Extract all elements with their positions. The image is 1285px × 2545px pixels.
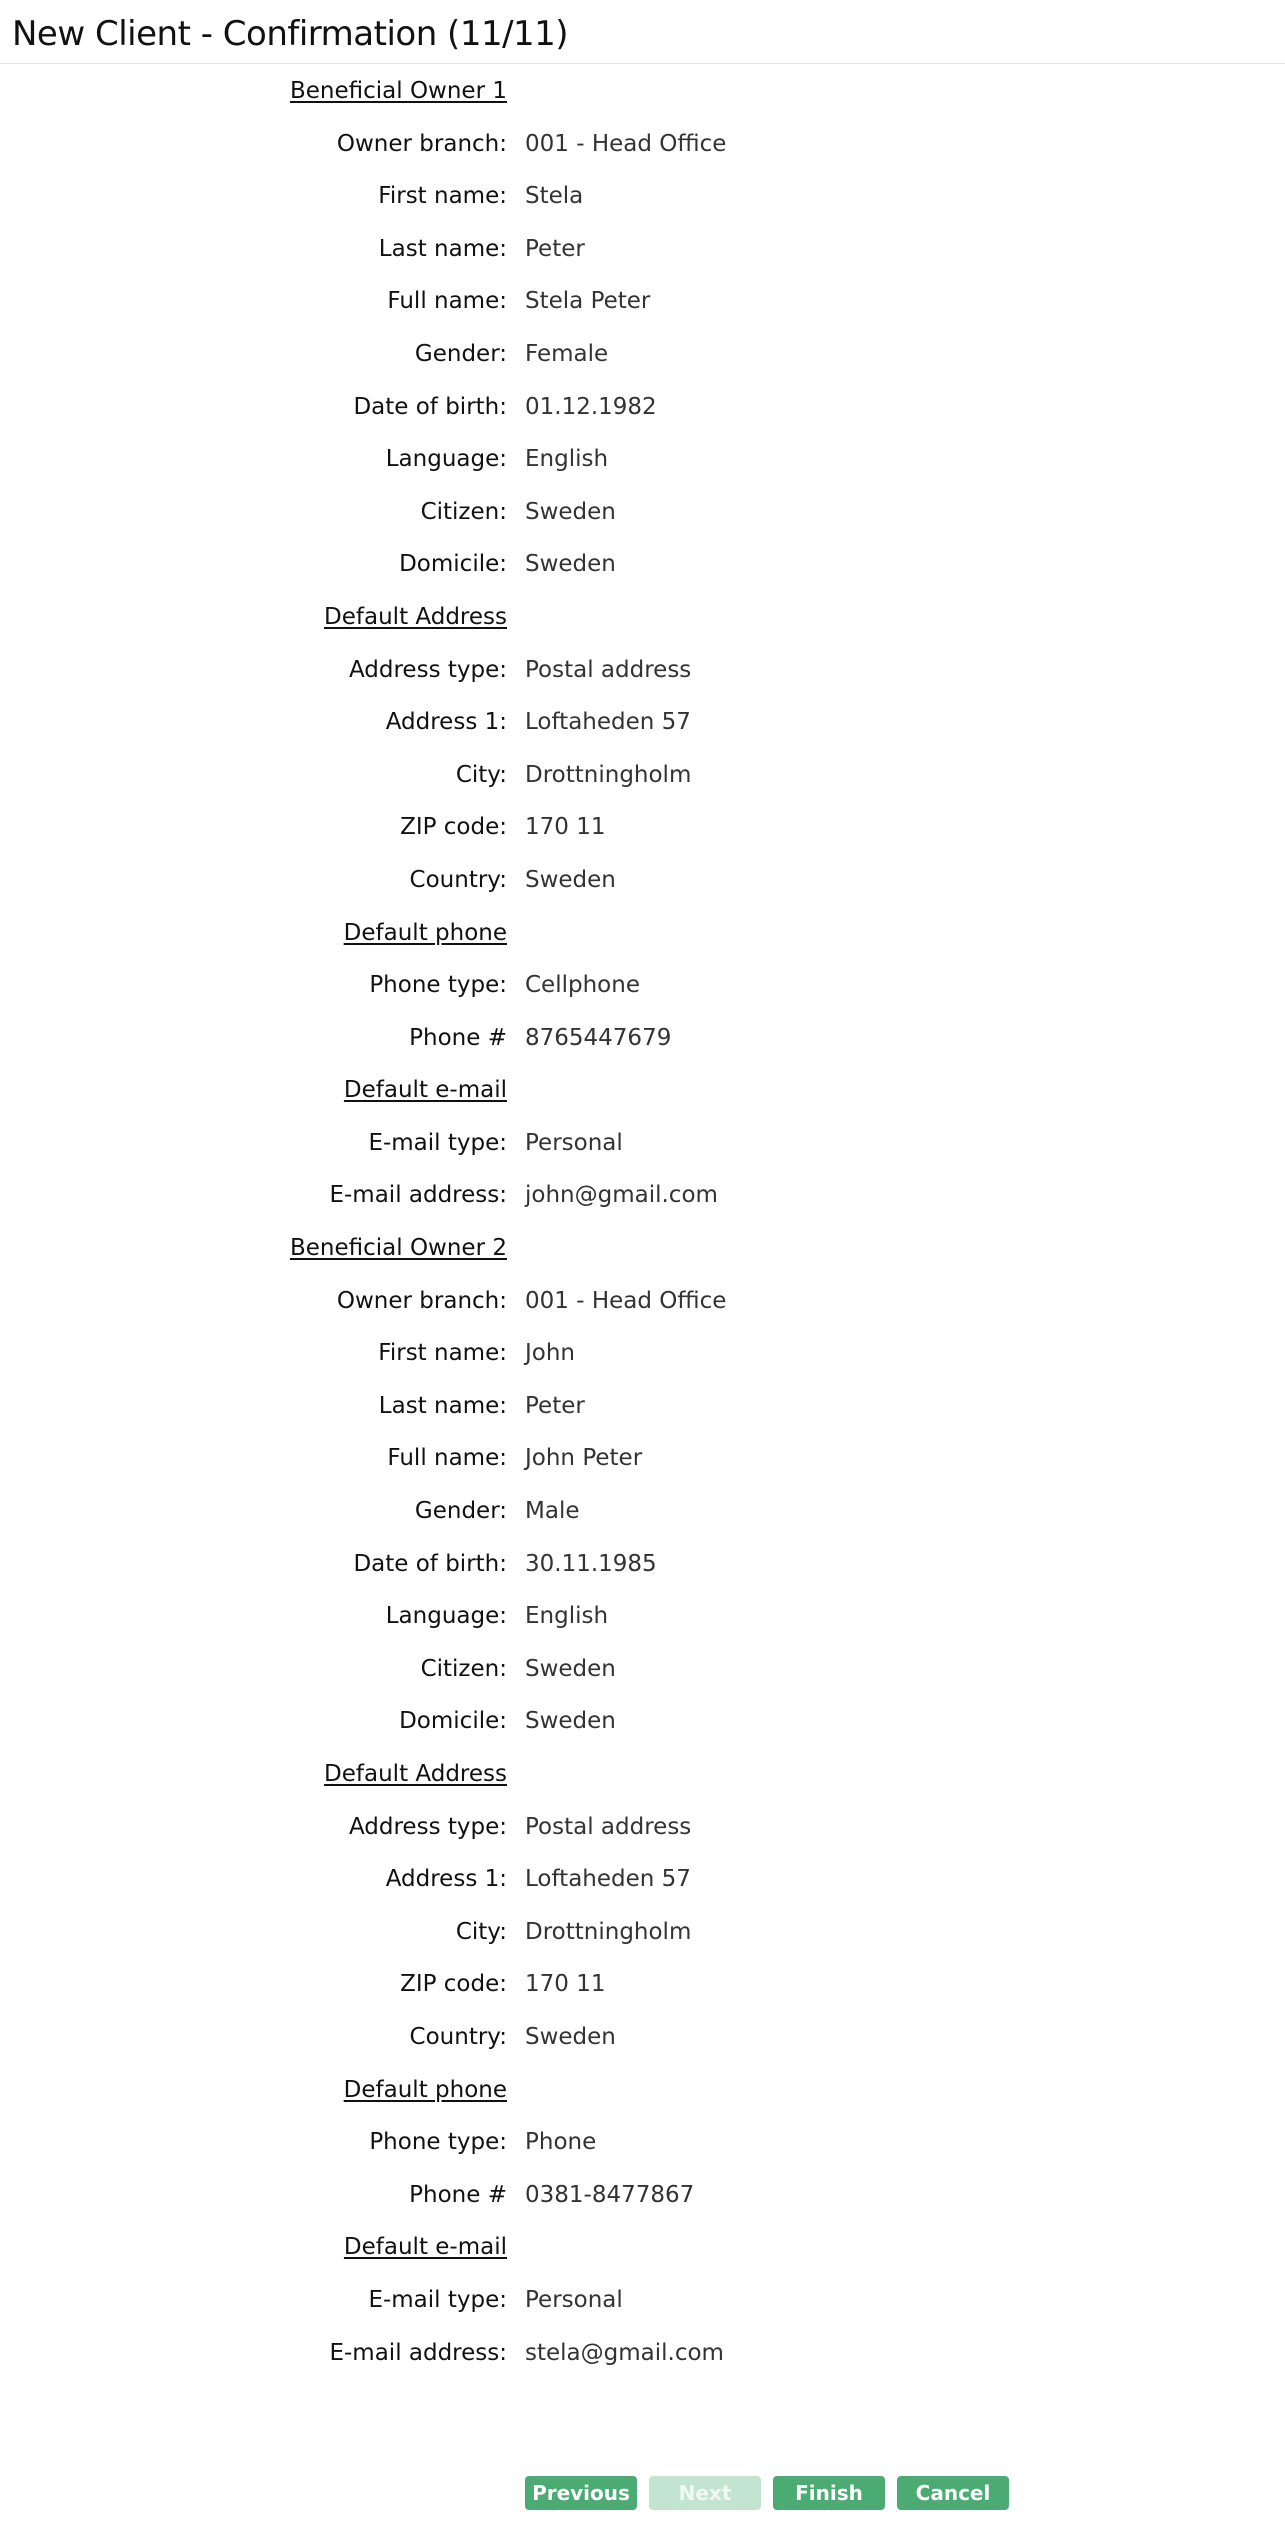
domicile-value: Sweden [525, 1708, 616, 1735]
address-1-label: Address 1: [385, 709, 507, 736]
address-type-value: Postal address [525, 1813, 692, 1840]
language-value: English [525, 1603, 609, 1630]
email-address-label: E-mail address: [329, 2339, 507, 2366]
next-button: Next [649, 2476, 761, 2510]
owner-2-address-1-row [0, 1852, 1285, 1905]
citizen-value: Sweden [525, 1655, 616, 1682]
owner-1-email-type-row [0, 1116, 1285, 1169]
last-name-value: Peter [525, 235, 585, 262]
language-label: Language: [385, 446, 507, 473]
phone-number-value: 0381-8477867 [525, 2181, 695, 2208]
date-of-birth-label: Date of birth: [353, 1550, 507, 1577]
phone-type-value: Phone [525, 2129, 597, 2156]
phone-type-label: Phone type: [369, 972, 507, 999]
full-name-value: Stela Peter [525, 288, 651, 315]
address-type-value: Postal address [525, 656, 692, 683]
owner-branch-label: Owner branch: [336, 130, 507, 157]
country-label: Country: [409, 866, 507, 893]
owner-2-zip-row [0, 1957, 1285, 2010]
owner-2-country-row [0, 2010, 1285, 2063]
owner-1-heading: Beneficial Owner 1 [289, 78, 507, 104]
first-name-label: First name: [378, 183, 507, 210]
owner-1-language-row [0, 432, 1285, 485]
phone-type-label: Phone type: [369, 2129, 507, 2156]
email-address-value: john@gmail.com [525, 1182, 718, 1209]
date-of-birth-value: 01.12.1982 [525, 393, 657, 420]
default-email-heading: Default e-mail [343, 1077, 507, 1104]
citizen-value: Sweden [525, 498, 616, 525]
confirmation-form [0, 64, 1285, 2378]
owner-2-domicile-row [0, 1694, 1285, 1747]
default-email-heading: Default e-mail [343, 2234, 507, 2261]
owner-2-address-type-row [0, 1800, 1285, 1853]
owner-2-full-name-row [0, 1431, 1285, 1484]
full-name-value: John Peter [525, 1445, 643, 1472]
previous-button[interactable]: Previous [525, 2476, 637, 2510]
zip-code-label: ZIP code: [400, 814, 507, 841]
full-name-label: Full name: [387, 1445, 507, 1472]
owner-1-first-name-row [0, 169, 1285, 222]
owner-2-phone-number-row [0, 2168, 1285, 2221]
address-1-value: Loftaheden 57 [525, 709, 691, 736]
owner-1-email-heading-row [0, 1063, 1285, 1116]
first-name-value: John [525, 1340, 576, 1367]
gender-label: Gender: [414, 1498, 507, 1525]
gender-label: Gender: [414, 340, 507, 367]
default-address-heading: Default Address [324, 603, 507, 630]
owner-1-address-1-row [0, 695, 1285, 748]
city-value: Drottningholm [525, 761, 692, 788]
owner-1-email-address-row [0, 1168, 1285, 1221]
owner-1-gender-row [0, 327, 1285, 380]
address-1-label: Address 1: [385, 1866, 507, 1893]
owner-1-country-row [0, 853, 1285, 906]
domicile-label: Domicile: [399, 551, 507, 578]
domicile-label: Domicile: [399, 1708, 507, 1735]
date-of-birth-value: 30.11.1985 [525, 1550, 657, 1577]
owner-branch-value: 001 - Head Office [525, 130, 727, 157]
owner-1-phone-number-row [0, 1011, 1285, 1064]
owner-2-phone-heading-row [0, 2063, 1285, 2116]
owner-2-gender-row [0, 1484, 1285, 1537]
owner-2-city-row [0, 1905, 1285, 1958]
owner-branch-value: 001 - Head Office [525, 1287, 727, 1314]
email-type-label: E-mail type: [368, 1129, 507, 1156]
phone-number-value: 8765447679 [525, 1024, 672, 1051]
domicile-value: Sweden [525, 551, 616, 578]
country-value: Sweden [525, 2023, 616, 2050]
country-label: Country: [409, 2023, 507, 2050]
wizard-buttons [525, 2476, 1009, 2510]
owner-1-branch-row [0, 117, 1285, 170]
owner-2-branch-row [0, 1274, 1285, 1327]
page-title: New Client - Confirmation (11/11) [12, 14, 569, 54]
default-phone-heading: Default phone [343, 2076, 507, 2103]
last-name-label: Last name: [378, 1392, 507, 1419]
full-name-label: Full name: [387, 288, 507, 315]
first-name-label: First name: [378, 1340, 507, 1367]
phone-number-label: Phone # [409, 1024, 507, 1051]
city-value: Drottningholm [525, 1918, 692, 1945]
email-type-value: Personal [525, 2286, 623, 2313]
zip-code-value: 170 11 [525, 1971, 606, 1998]
phone-type-value: Cellphone [525, 972, 640, 999]
city-label: City: [455, 761, 507, 788]
owner-1-address-type-row [0, 643, 1285, 696]
zip-code-value: 170 11 [525, 814, 606, 841]
owner-1-dob-row [0, 380, 1285, 433]
phone-number-label: Phone # [409, 2181, 507, 2208]
language-value: English [525, 446, 609, 473]
owner-1-full-name-row [0, 274, 1285, 327]
owner-1-address-heading-row [0, 590, 1285, 643]
address-type-label: Address type: [348, 1813, 507, 1840]
email-type-label: E-mail type: [368, 2286, 507, 2313]
owner-1-phone-type-row [0, 958, 1285, 1011]
language-label: Language: [385, 1603, 507, 1630]
owner-2-heading-row [0, 1221, 1285, 1274]
city-label: City: [455, 1918, 507, 1945]
owner-2-last-name-row [0, 1379, 1285, 1432]
owner-2-email-heading-row [0, 2220, 1285, 2273]
finish-button[interactable]: Finish [773, 2476, 885, 2510]
email-type-value: Personal [525, 1129, 623, 1156]
owner-2-language-row [0, 1589, 1285, 1642]
owner-2-email-address-row [0, 2326, 1285, 2379]
owner-1-city-row [0, 748, 1285, 801]
owner-2-address-heading-row [0, 1747, 1285, 1800]
owner-1-phone-heading-row [0, 906, 1285, 959]
address-type-label: Address type: [348, 656, 507, 683]
owner-branch-label: Owner branch: [336, 1287, 507, 1314]
last-name-value: Peter [525, 1392, 585, 1419]
zip-code-label: ZIP code: [400, 1971, 507, 1998]
address-1-value: Loftaheden 57 [525, 1866, 691, 1893]
owner-2-citizen-row [0, 1642, 1285, 1695]
owner-2-phone-type-row [0, 2115, 1285, 2168]
last-name-label: Last name: [378, 235, 507, 262]
date-of-birth-label: Date of birth: [353, 393, 507, 420]
country-value: Sweden [525, 866, 616, 893]
citizen-label: Citizen: [420, 1655, 507, 1682]
default-phone-heading: Default phone [343, 919, 507, 946]
owner-2-dob-row [0, 1537, 1285, 1590]
owner-1-last-name-row [0, 222, 1285, 275]
owner-2-heading: Beneficial Owner 2 [289, 1235, 507, 1262]
default-address-heading: Default Address [324, 1761, 507, 1787]
owner-1-domicile-row [0, 537, 1285, 590]
cancel-button[interactable]: Cancel [897, 2476, 1009, 2510]
gender-value: Male [525, 1498, 580, 1525]
owner-1-heading-row [0, 64, 1285, 117]
email-address-label: E-mail address: [329, 1182, 507, 1209]
owner-2-first-name-row [0, 1326, 1285, 1379]
owner-1-citizen-row [0, 485, 1285, 538]
first-name-value: Stela [525, 183, 584, 210]
owner-2-email-type-row [0, 2273, 1285, 2326]
gender-value: Female [525, 340, 609, 367]
citizen-label: Citizen: [420, 498, 507, 525]
page-header [0, 0, 1285, 64]
email-address-value: stela@gmail.com [525, 2339, 724, 2366]
owner-1-zip-row [0, 800, 1285, 853]
